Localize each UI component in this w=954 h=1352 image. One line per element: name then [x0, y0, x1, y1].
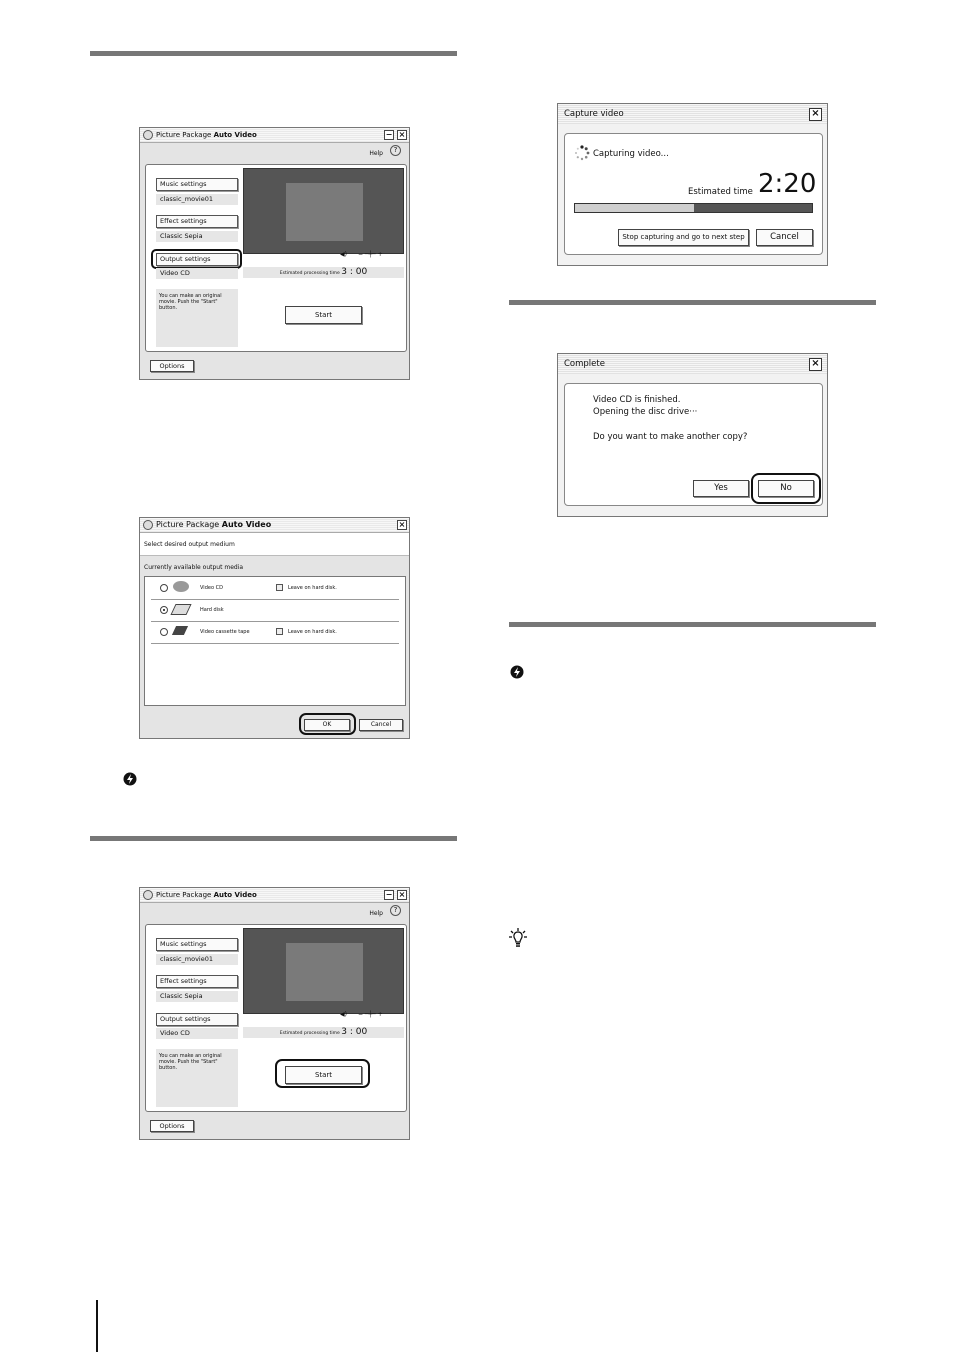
help-label[interactable]: Help	[369, 150, 383, 157]
main-panel	[145, 924, 407, 1112]
cancel-button[interactable]: Cancel	[756, 229, 813, 246]
media-label: Video cassette tape	[200, 629, 250, 635]
no-highlight	[751, 473, 821, 504]
output-medium-window	[139, 517, 410, 739]
capture-panel	[564, 133, 823, 255]
app-icon	[143, 890, 153, 900]
media-label: Video CD	[200, 585, 223, 591]
leave-label: Leave on hard disk.	[288, 585, 337, 591]
section-rule-2	[90, 836, 457, 841]
leave-checkbox[interactable]	[276, 584, 283, 591]
caution-icon	[510, 665, 524, 679]
media-option-video-cd[interactable]	[151, 577, 399, 600]
main-panel	[145, 164, 407, 352]
capture-video-dialog	[557, 103, 828, 266]
output-value: Video CD	[156, 1028, 238, 1039]
help-icon[interactable]: ?	[390, 145, 401, 156]
yes-button[interactable]: Yes	[693, 480, 749, 497]
ok-button[interactable]: OK	[304, 719, 350, 731]
volume-slider[interactable]: − ─┼─ +	[358, 251, 383, 258]
window-title: Picture Package	[156, 520, 220, 529]
window-title: Picture Package	[156, 131, 212, 139]
volume-icon[interactable]: ◀)	[340, 1011, 347, 1018]
info-box: You can make an original movie. Push the "Start" button.	[156, 1049, 238, 1107]
close-icon[interactable]: ×	[809, 358, 822, 371]
window-titlebar	[140, 888, 409, 903]
disc-icon	[173, 581, 189, 592]
message-line-1: Video CD is finished.	[593, 395, 681, 405]
dialog-titlebar	[558, 354, 827, 374]
window-title-bold: Auto Video	[213, 131, 257, 139]
close-icon[interactable]: ×	[809, 108, 822, 121]
volume-icon[interactable]: ◀)	[340, 251, 347, 258]
close-icon[interactable]: ×	[398, 130, 406, 139]
video-preview	[243, 928, 404, 1014]
section-rule-4	[509, 622, 876, 627]
window-titlebar	[140, 518, 409, 533]
video-preview	[243, 168, 404, 254]
music-value: classic_movie01	[156, 194, 238, 205]
available-media-label: Currently available output media	[144, 564, 244, 571]
cancel-button[interactable]: Cancel	[359, 719, 403, 731]
hard-disk-icon	[170, 604, 191, 615]
volume-slider[interactable]: − ─┼─ +	[358, 1011, 383, 1018]
complete-dialog	[557, 353, 828, 517]
estimated-processing-time: Estimated processing time 3 : 00	[243, 1027, 404, 1038]
radio-hard-disk[interactable]	[160, 606, 168, 614]
media-list	[144, 576, 406, 706]
media-option-video-tape[interactable]	[151, 621, 399, 644]
start-button[interactable]: Start	[285, 306, 362, 324]
options-button[interactable]: Options	[150, 360, 194, 372]
music-settings-button[interactable]: Music settings	[156, 938, 238, 951]
window-title: Picture Package	[156, 891, 212, 899]
music-value: classic_movie01	[156, 954, 238, 965]
dialog-title: Capture video	[564, 109, 624, 119]
estimated-time-value: 2:20	[758, 169, 817, 199]
section-rule-1	[90, 51, 457, 56]
window-titlebar	[140, 128, 409, 143]
close-icon[interactable]: ×	[398, 520, 406, 529]
stop-capturing-button[interactable]: Stop capturing and go to next step	[618, 229, 749, 246]
estimated-processing-time: Estimated processing time 3 : 00	[243, 267, 404, 278]
effect-settings-button[interactable]: Effect settings	[156, 975, 238, 988]
window-title-bold: Auto Video	[221, 520, 272, 529]
music-settings-button[interactable]: Music settings	[156, 178, 238, 191]
leave-label: Leave on hard disk.	[288, 629, 337, 635]
section-rule-3	[509, 300, 876, 305]
auto-video-window-1	[139, 127, 410, 380]
capture-progress-bar	[574, 203, 813, 213]
output-settings-highlight	[151, 249, 242, 269]
effect-settings-button[interactable]: Effect settings	[156, 215, 238, 228]
radio-video-tape[interactable]	[160, 628, 168, 636]
output-settings-button[interactable]: Output settings	[156, 253, 238, 266]
app-icon	[143, 520, 153, 530]
app-icon	[143, 130, 153, 140]
capturing-status: Capturing video...	[593, 149, 669, 159]
spinner-icon	[574, 145, 590, 161]
window-title-bold: Auto Video	[213, 891, 257, 899]
minimize-icon[interactable]: −	[385, 130, 393, 139]
options-button[interactable]: Options	[150, 1120, 194, 1132]
media-option-hard-disk[interactable]	[151, 599, 399, 622]
help-label[interactable]: Help	[369, 910, 383, 917]
dialog-titlebar	[558, 104, 827, 124]
instruction-bar	[140, 533, 409, 556]
output-value: Video CD	[156, 268, 238, 279]
tape-icon	[172, 626, 188, 635]
instruction-text: Select desired output medium	[144, 541, 235, 548]
close-icon[interactable]: ×	[398, 890, 406, 899]
no-button[interactable]: No	[758, 480, 814, 497]
page-margin-line	[96, 1300, 98, 1352]
capture-progress-fill	[575, 204, 694, 212]
tip-lightbulb-icon	[509, 928, 527, 948]
estimated-time-label: Estimated time	[688, 187, 753, 197]
message-line-3: Do you want to make another copy?	[593, 432, 748, 442]
auto-video-window-2	[139, 887, 410, 1140]
complete-panel	[564, 383, 823, 506]
start-button[interactable]: Start	[285, 1066, 362, 1084]
ok-highlight	[299, 713, 356, 735]
message-line-2: Opening the disc drive···	[593, 407, 698, 417]
effect-value: Classic Sepia	[156, 231, 238, 242]
output-settings-button[interactable]: Output settings	[156, 1013, 238, 1026]
dialog-title: Complete	[564, 359, 605, 369]
minimize-icon[interactable]: −	[385, 890, 393, 899]
radio-video-cd[interactable]	[160, 584, 168, 592]
leave-checkbox[interactable]	[276, 628, 283, 635]
help-icon[interactable]: ?	[390, 905, 401, 916]
info-box: You can make an original movie. Push the "Start" button.	[156, 289, 238, 347]
effect-value: Classic Sepia	[156, 991, 238, 1002]
media-label: Hard disk	[200, 607, 224, 613]
start-highlight	[275, 1059, 370, 1088]
caution-icon	[123, 772, 137, 786]
